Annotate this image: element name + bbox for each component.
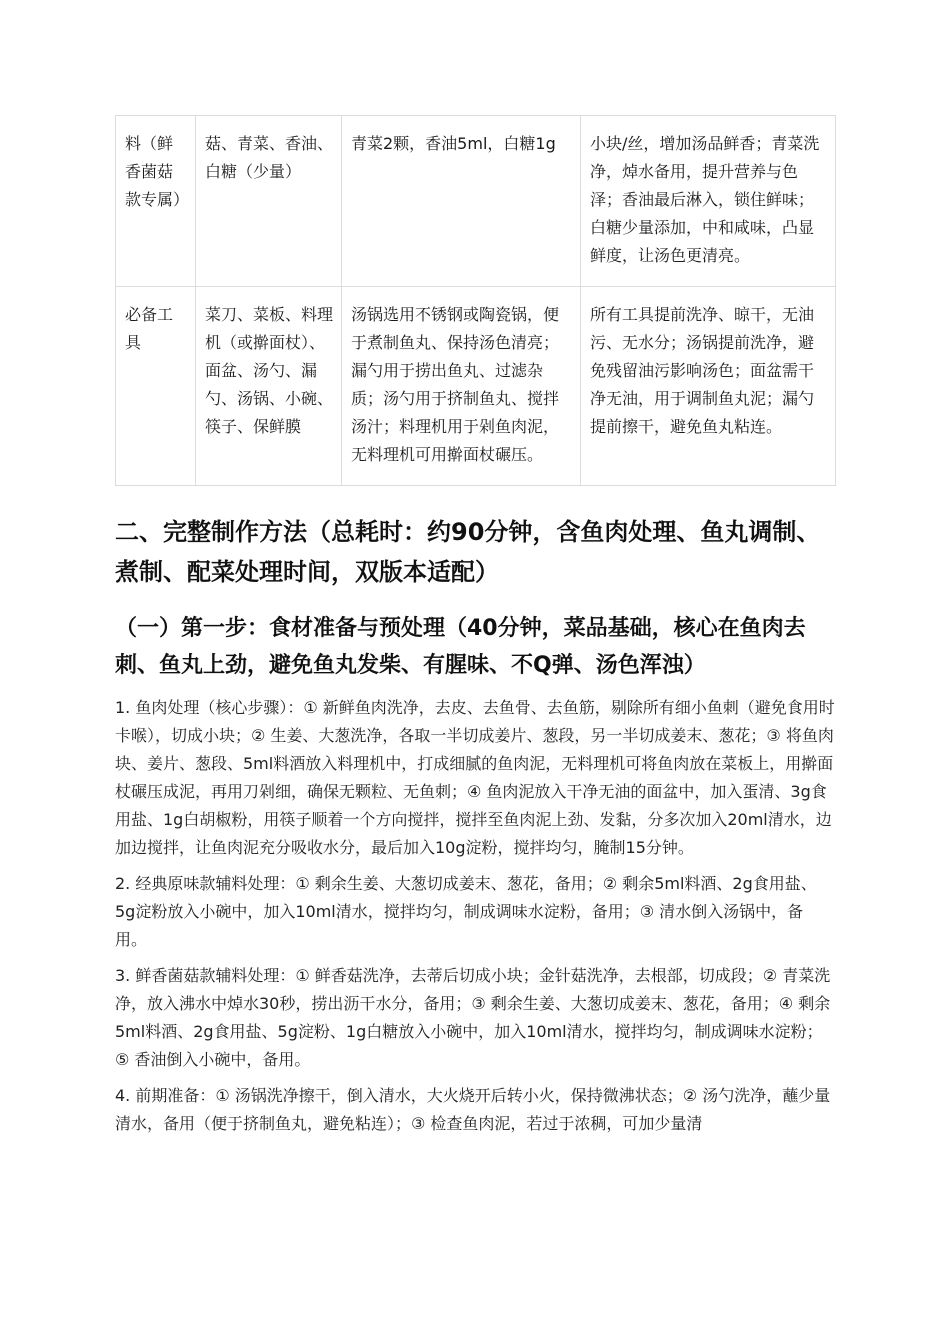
step-paragraph: 4. 前期准备：① 汤锅洗净擦干，倒入清水，大火烧开后转小火，保持微沸状态；② 汤勺洗净，蘸少量清水，备用（便于挤制鱼丸，避免粘连）；③ 检查鱼肉泥，若过于浓稠，可加少量清 xyxy=(115,1086,831,1133)
table-cell-amount: 青菜2颗，香油5ml，白糖1g xyxy=(342,116,581,287)
step-paragraph: 1. 鱼肉处理（核心步骤）：① 新鲜鱼肉洗净，去皮、去鱼骨、去鱼筋，剔除所有细小鱼刺（避免食用时卡喉），切成小块；② 生姜、大葱洗净，各取一半切成姜片、葱段，另一半切成姜末、葱花；③ 将鱼肉块、姜片、葱段、5ml料酒放入料理机中，打成细腻的鱼肉泥，无料理机可将鱼肉放在菜板上，用擀面杖碾压成泥，再用刀剁细，确保无颗粒、无鱼刺；④ 鱼肉泥放入干净无油的面盆中，加入蛋清、3g食用盐、1g白胡椒粉，用筷子顺着一个方向搅拌，搅拌至鱼肉泥上劲、发黏，分多次加入20ml清水，边加边搅拌，让鱼肉泥充分吸收水分，最后加入10g淀粉，搅拌均匀，腌制15分钟。 xyxy=(115,698,835,857)
section-heading: 二、完整制作方法（总耗时：约90分钟，含鱼肉处理、鱼丸调制、煮制、配菜处理时间，双版本适配） xyxy=(115,518,821,586)
table-cell-items: 菜刀、菜板、料理机（或擀面杖）、面盆、汤勺、漏勺、汤锅、小碗、筷子、保鲜膜 xyxy=(196,287,342,486)
table-cell-category: 必备工具 xyxy=(116,287,196,486)
table-cell-notes: 所有工具提前洗净、晾干，无油污、无水分；汤锅提前洗净，避免残留油污影响汤色；面盆需干净无油，用于调制鱼丸泥；漏勺提前擦干，避免鱼丸粘连。 xyxy=(581,287,836,486)
table-cell-category: 料（鲜香菌菇款专属） xyxy=(116,116,196,287)
subsection-heading: （一）第一步：食材准备与预处理（40分钟，菜品基础，核心在鱼肉去刺、鱼丸上劲，避免鱼丸发柴、有腥味、不Q弹、汤色浑浊） xyxy=(115,616,806,678)
step-paragraph: 3. 鲜香菌菇款辅料处理：① 鲜香菇洗净，去蒂后切成小块；金针菇洗净，去根部，切成段；② 青菜洗净，放入沸水中焯水30秒，捞出沥干水分，备用；③ 剩余生姜、大葱切成姜末、葱花，备用；④ 剩余5ml料酒、2g食用盐、5g淀粉、1g白糖放入小碗中，加入10ml清水，搅拌均匀，制成调味水淀粉；⑤ 香油倒入小碗中，备用。 xyxy=(115,966,831,1069)
ingredients-table xyxy=(115,115,836,486)
table-cell-amount: 汤锅选用不锈钢或陶瓷锅，便于煮制鱼丸、保持汤色清亮；漏勺用于捞出鱼丸、过滤杂质；汤勺用于挤制鱼丸、搅拌汤汁；料理机用于剁鱼肉泥，无料理机可用擀面杖碾压。 xyxy=(342,287,581,486)
document-page xyxy=(115,115,835,1138)
table-row xyxy=(116,287,836,486)
step-paragraph: 2. 经典原味款辅料处理：① 剩余生姜、大葱切成姜末、葱花，备用；② 剩余5ml料酒、2g食用盐、5g淀粉放入小碗中，加入10ml清水，搅拌均匀，制成调味水淀粉，备用；③ 清水倒入汤锅中，备用。 xyxy=(115,874,817,949)
table-cell-notes: 小块/丝，增加汤品鲜香；青菜洗净，焯水备用，提升营养与色泽；香油最后淋入，锁住鲜味；白糖少量添加，中和咸味，凸显鲜度，让汤色更清亮。 xyxy=(581,116,836,287)
table-cell-items: 菇、青菜、香油、白糖（少量） xyxy=(196,116,342,287)
table-row xyxy=(116,116,836,287)
